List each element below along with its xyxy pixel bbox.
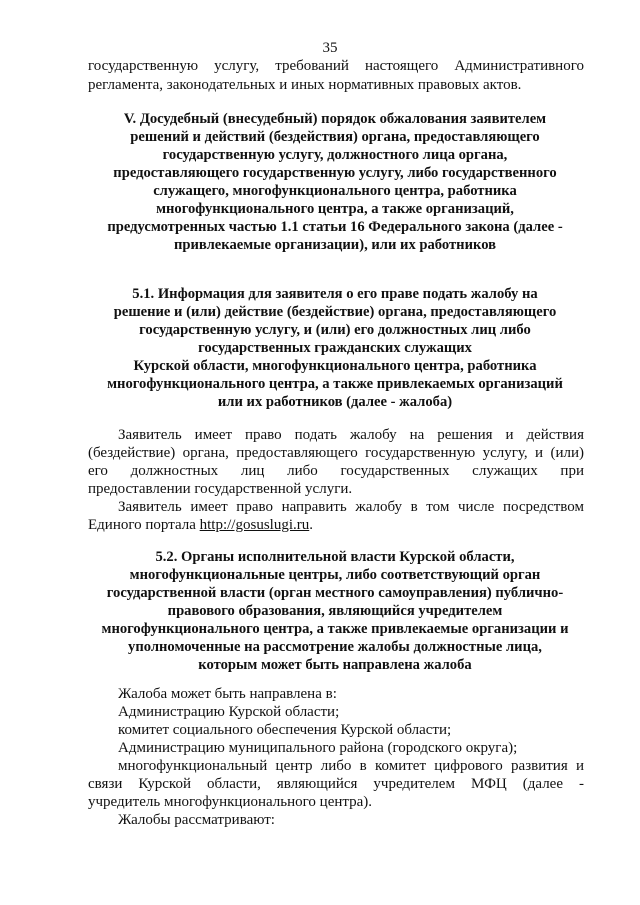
paragraph-line: многофункциональный центр либо в комитет цифрового развития и <box>118 758 584 774</box>
paragraph-line: Администрацию Курской области; <box>118 704 340 720</box>
subsection-title-line: или их работников (далее - жалоба) <box>217 394 453 410</box>
paragraph-line: Жалоба может быть направлена в: <box>118 686 337 702</box>
section-title-line: предусмотренных частью 1.1 статьи 16 Федерального закона (далее - <box>107 219 563 235</box>
section-title-line: служащего, многофункционального центра, работника <box>153 183 517 199</box>
section-title-line: решений и действий (бездействия) органа, предоставляющего <box>130 129 540 145</box>
section-title-line: V. Досудебный (внесудебный) порядок обжалования заявителем <box>123 111 547 127</box>
paragraph-line <box>88 516 584 534</box>
paragraph-line: учредитель многофункционального центра). <box>88 794 373 810</box>
subsection-title-line: государственной власти (орган местного самоуправления) публично- <box>106 585 564 601</box>
paragraph-line: Администрацию муниципального района (городского округа); <box>118 740 518 756</box>
subsection-title-line: которым может быть направлена жалоба <box>198 657 472 673</box>
paragraph-text: Единого портала <box>88 517 200 533</box>
section-title-line: привлекаемые организации), или их работников <box>173 237 497 253</box>
subsection-title-line: многофункционального центра, а также привлекаемые организации и <box>101 621 569 637</box>
paragraph-line: Заявитель имеет право подать жалобу на решения и действия <box>118 427 584 443</box>
paragraph-line: (бездействие) органа, предоставляющего государственную услугу, и (или) <box>88 445 584 461</box>
intro-line: государственную услугу, требований настоящего Административного <box>88 58 584 74</box>
subsection-title-line: уполномоченные на рассмотрение жалобы должностные лица, <box>128 639 542 655</box>
paragraph-line: его должностных лиц либо государственных служащих при <box>88 463 584 479</box>
subsection-title-line: многофункционального центра, а также привлекаемых организаций <box>107 376 563 392</box>
section-title-line: многофункционального центра, а также организаций, <box>156 201 514 217</box>
gosuslugi-link[interactable]: http://gosuslugi.ru <box>199 517 310 533</box>
subsection-title-line: Курской области, многофункционального центра, работника <box>133 358 537 374</box>
subsection-title-line: 5.1. Информация для заявителя о его праве подать жалобу на <box>132 286 538 302</box>
paragraph-line: связи Курской области, являющийся учредителем МФЦ (далее - <box>88 776 584 792</box>
paragraph-text: . <box>309 517 313 533</box>
paragraph-line: комитет социального обеспечения Курской области; <box>118 722 452 738</box>
section-title-line: государственную услугу, должностного лица органа, <box>162 147 508 163</box>
subsection-title-line: правового образования, являющийся учредителем <box>167 603 503 619</box>
paragraph-line: Заявитель имеет право направить жалобу в том числе посредством <box>118 499 584 515</box>
subsection-title-line: государственных гражданских служащих <box>198 340 472 356</box>
intro-line: регламента, законодательных и иных нормативных правовых актов. <box>88 77 522 93</box>
paragraph-line: Жалобы рассматривают: <box>118 812 275 828</box>
section-title-line: предоставляющего государственную услугу, либо государственного <box>113 165 557 181</box>
subsection-title-line: государственную услугу, и (или) его должностных лиц либо <box>139 322 531 338</box>
subsection-title-line: многофункциональные центры, либо соответствующий орган <box>129 567 541 583</box>
page-number: 35 <box>322 40 338 56</box>
subsection-title-line: 5.2. Органы исполнительной власти Курской области, <box>155 549 515 565</box>
subsection-title-line: решение и (или) действие (бездействие) органа, предоставляющего <box>113 304 557 320</box>
paragraph-line: предоставлении государственной услуги. <box>88 481 353 497</box>
